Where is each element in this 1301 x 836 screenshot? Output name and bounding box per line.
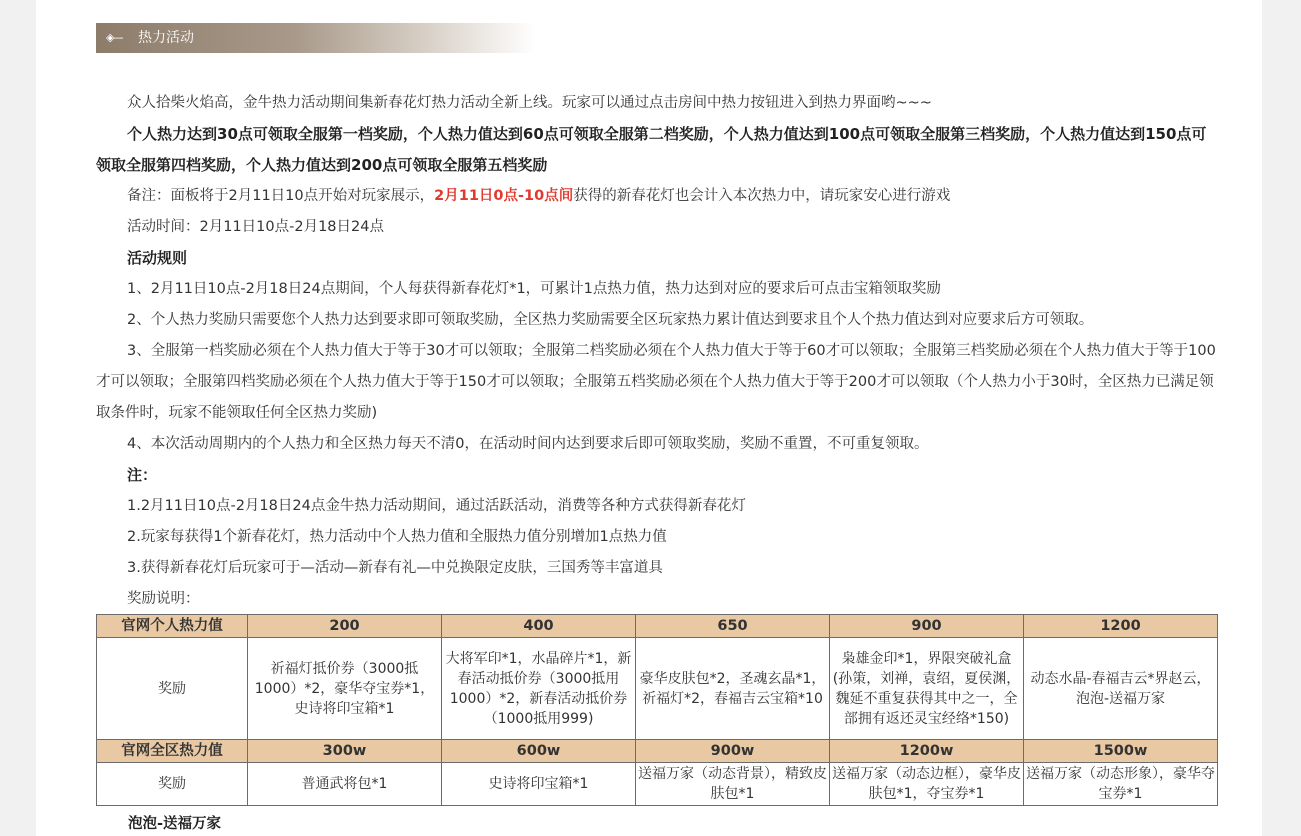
reward-table: [96, 614, 1218, 806]
level-cell: 1200w: [830, 740, 1024, 763]
reward-heading: 奖励说明：: [127, 591, 200, 607]
level-cell: 200: [248, 615, 442, 638]
reward-label-cell: 奖励: [97, 763, 248, 806]
note-suffix: 获得的新春花灯也会计入本次热力中，请玩家安心进行游戏: [573, 188, 951, 204]
personal-header-cell: 官网个人热力值: [97, 615, 248, 638]
note-prefix: 备注：面板将于2月11日10点开始对玩家展示，: [127, 188, 435, 204]
personal-reward-row: [97, 638, 1218, 740]
diamond-arrow-icon: ◈‒‐: [106, 31, 123, 44]
level-cell: 650: [636, 615, 830, 638]
reward-cell: 枭雄金印*1，界限突破礼盒(孙策，刘禅，袁绍，夏侯渊，魏延不重复获得其中之一，全部拥有返还灵宝经络*150): [830, 638, 1024, 740]
note-item: 1.2月11日10点-2月18日24点金牛热力活动期间，通过活跃活动，消费等各种方式获得新春花灯: [127, 498, 746, 514]
reward-cell: 豪华皮肤包*2，圣魂玄晶*1，祈福灯*2，春福吉云宝箱*10: [636, 638, 830, 740]
rule-item: 3、全服第一档奖励必须在个人热力值大于等于30才可以领取；全服第二档奖励必须在个人热力值大于等于60才可以领取；全服第三档奖励必须在个人热力值大于等于100才可以领取；全服第四档奖励必须在个人热力值大于等于150才可以领取；全服第五档奖励必须在个人热力值大于等于200才可以领取（个人热力小于30时，全区热力已满足领取条件时，玩家不能领取任何全区热力奖励): [96, 343, 1216, 421]
level-cell: 400: [442, 615, 636, 638]
level-cell: 600w: [442, 740, 636, 763]
note-paragraph: [96, 181, 1218, 212]
footer-line: 泡泡-送福万家: [128, 816, 222, 832]
note-item: 2.玩家每获得1个新春花灯，热力活动中个人热力值和全服热力值分别增加1点热力值: [127, 529, 667, 545]
reward-label-cell: 奖励: [97, 638, 248, 740]
reward-cell: 动态水晶-春福吉云*界赵云，泡泡-送福万家: [1024, 638, 1218, 740]
notes-heading: 注：: [127, 466, 158, 484]
server-reward-row: [97, 763, 1218, 806]
section-title-bar: [96, 23, 536, 53]
level-cell: 1500w: [1024, 740, 1218, 763]
rules-heading: 活动规则: [127, 249, 188, 267]
level-cell: 900: [830, 615, 1024, 638]
note-item: 3.获得新春花灯后玩家可于—活动—新春有礼—中兑换限定皮肤，三国秀等丰富道具: [127, 560, 663, 576]
reward-cell: 送福万家（动态边框），豪华皮肤包*1，夺宝券*1: [830, 763, 1024, 806]
level-cell: 1200: [1024, 615, 1218, 638]
level-cell: 300w: [248, 740, 442, 763]
activity-time: 活动时间：2月11日10点-2月18日24点: [127, 219, 384, 235]
level-cell: 900w: [636, 740, 830, 763]
server-header-row: [97, 740, 1218, 763]
personal-header-row: [97, 615, 1218, 638]
section-title: 热力活动: [138, 30, 194, 46]
reward-cell: 送福万家（动态背景），精致皮肤包*1: [636, 763, 830, 806]
reward-cell: 大将军印*1，水晶碎片*1，新春活动抵价券（3000抵用1000）*2，新春活动抵价券（1000抵用999): [442, 638, 636, 740]
intro-paragraph: 众人拾柴火焰高，金牛热力活动期间集新春花灯热力活动全新上线。玩家可以通过点击房间中热力按钮进入到热力界面哟~~~: [127, 95, 932, 111]
highlight-paragraph: 个人热力达到30点可领取全服第一档奖励，个人热力值达到60点可领取全服第二档奖励，个人热力值达到100点可领取全服第三档奖励，个人热力值达到150点可领取全服第四档奖励，个人热力值达到200点可领取全服第五档奖励: [96, 125, 1207, 174]
reward-cell: 送福万家（动态形象），豪华夺宝券*1: [1024, 763, 1218, 806]
rule-item: 4、本次活动周期内的个人热力和全区热力每天不清0，在活动时间内达到要求后即可领取奖励，奖励不重置，不可重复领取。: [127, 436, 929, 452]
article-body: [96, 88, 1218, 615]
reward-cell: 史诗将印宝箱*1: [442, 763, 636, 806]
note-red-text: 2月11日0点-10点间: [434, 188, 574, 204]
rule-item: 2、个人热力奖励只需要您个人热力达到要求即可领取奖励，全区热力奖励需要全区玩家热力累计值达到要求且个人个热力值达到对应要求后方可领取。: [127, 312, 1094, 328]
server-header-cell: 官网全区热力值: [97, 740, 248, 763]
reward-cell: 祈福灯抵价券（3000抵1000）*2，豪华夺宝券*1，史诗将印宝箱*1: [248, 638, 442, 740]
reward-cell: 普通武将包*1: [248, 763, 442, 806]
rule-item: 1、2月11日10点-2月18日24点期间，个人每获得新春花灯*1，可累计1点热力值，热力达到对应的要求后可点击宝箱领取奖励: [127, 281, 941, 297]
